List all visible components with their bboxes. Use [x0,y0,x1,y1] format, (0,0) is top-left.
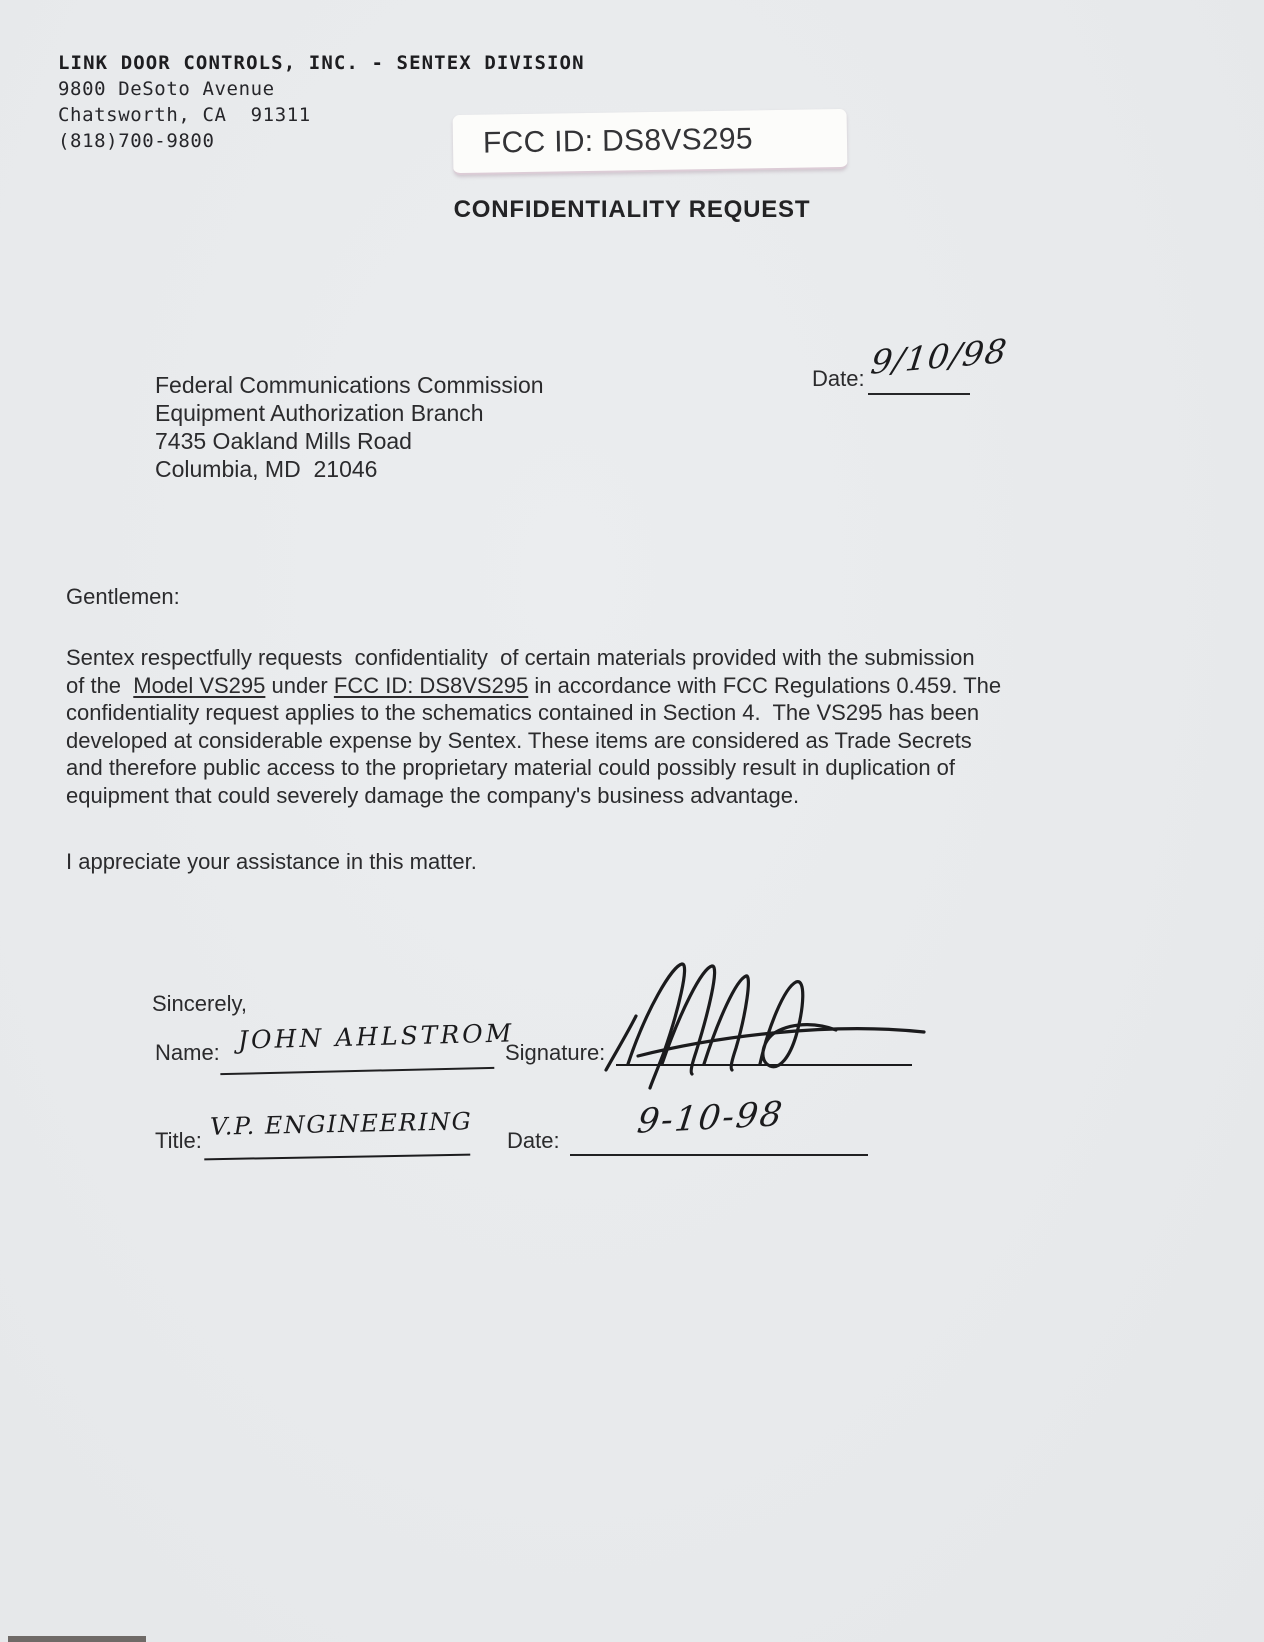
recipient-line-2: Equipment Authorization Branch [155,400,484,426]
body-line-5: and therefore public access to the proprietary material could possibly result in duplication of [66,755,956,781]
body-line-2-text: in accordance with FCC Regulations 0.459. The [528,672,1002,698]
body-line-4: developed at considerable expense by Sentex. These items are considered as Trade Secrets [66,727,972,753]
sender-company: LINK DOOR CONTROLS, INC. - SENTEX DIVISION [58,52,585,74]
recipient-address-block [155,371,544,483]
name-handwritten-value: JOHN AHLSTROM [237,1018,515,1055]
body-line-2-text: of the [66,672,134,698]
underlined-fcc-id-reference: FCC ID: DS8VS295 [333,672,529,698]
body-line-6: equipment that could severely damage the company's business advantage. [66,782,800,808]
closing: Sincerely, [152,991,247,1016]
sender-phone: (818)700-9800 [58,130,215,152]
recipient-line-3: 7435 Oakland Mills Road [155,428,412,454]
sender-address-line2: Chatsworth, CA 91311 [58,104,311,126]
body-line-1: Sentex respectfully requests confidentiality of certain materials provided with the submission [66,645,975,670]
body-line-2 [66,672,1096,700]
body-line-2-text: under [265,672,334,698]
fcc-id-text: FCC ID: DS8VS295 [482,122,754,160]
signature-scrawl-icon [598,950,928,1090]
title-label: Title: [155,1128,202,1153]
scan-edge-artifact [8,1636,146,1642]
recipient-line-1: Federal Communications Commission [155,372,544,398]
date-field-label: Date: [812,366,865,391]
signature-label: Signature: [505,1040,606,1065]
signature-date-handwritten-value: 9-10-98 [634,1094,787,1142]
underlined-model-reference: Model VS295 [133,672,266,698]
name-label: Name: [155,1040,220,1065]
date-field-handwritten-value: 9/10/98 [868,331,1010,382]
fcc-id-sticker [453,109,848,175]
salutation: Gentlemen: [66,584,180,609]
body-paragraph-2: I appreciate your assistance in this matter. [66,849,477,874]
document-title: CONFIDENTIALITY REQUEST [453,196,811,223]
title-handwritten-value: V.P. ENGINEERING [209,1107,473,1141]
body-paragraph-1 [66,644,1096,810]
recipient-line-4: Columbia, MD 21046 [155,456,378,482]
body-line-3: confidentiality request applies to the schematics contained in Section 4. The VS295 has been [66,700,980,726]
sender-address-line1: 9800 DeSoto Avenue [58,78,275,100]
signature-date-label: Date: [507,1128,560,1153]
